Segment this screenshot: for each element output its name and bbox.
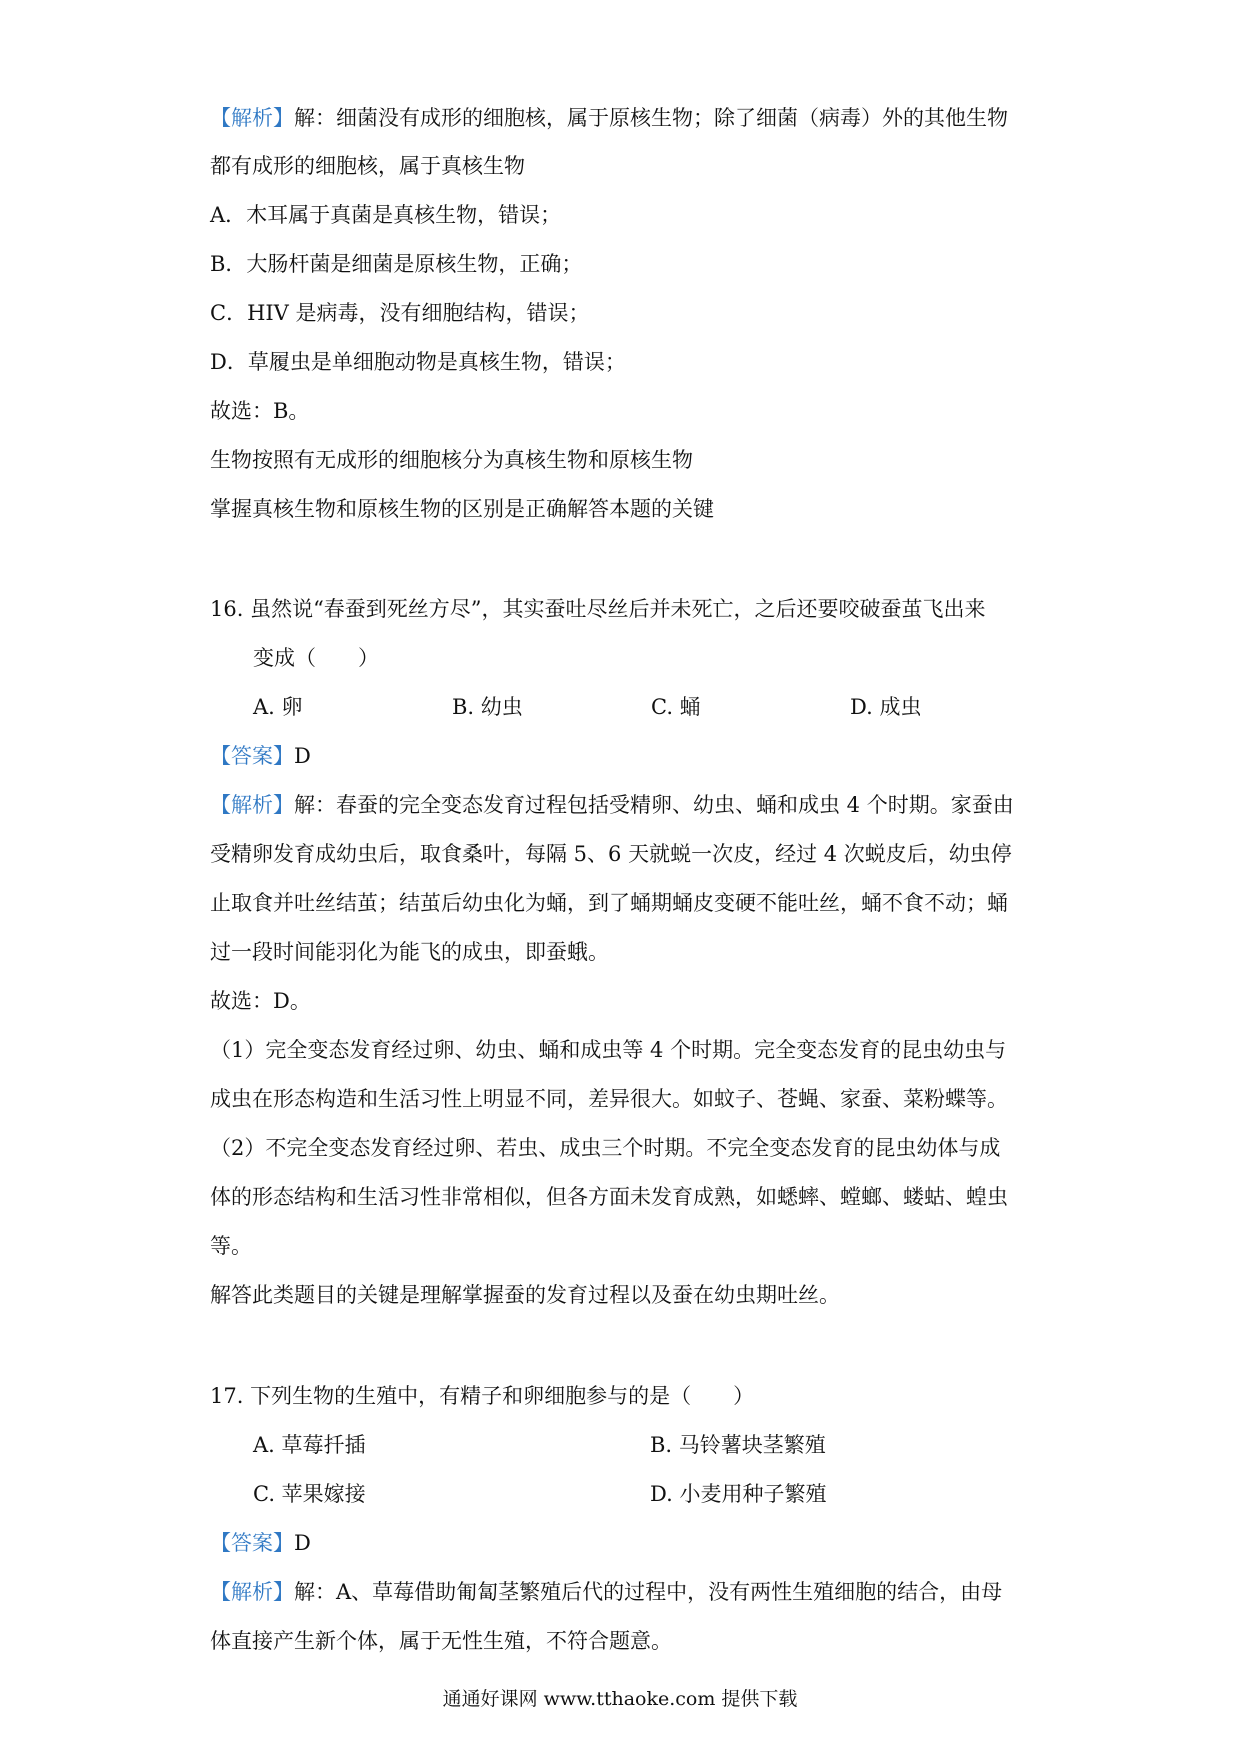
q17-option-a: A. 草莓扦插 [253, 1433, 366, 1457]
q16-answer: 【答案】D [210, 744, 311, 768]
q16-stem-line-2: 变成（ ） [253, 646, 379, 670]
q16-analysis-line-1: 【解析】解：春蚕的完全变态发育过程包括受精卵、幼虫、蛹和成虫 4 个时期。家蚕由 [210, 793, 1014, 817]
q16-analysis-line-4: 过一段时间能羽化为能飞的成虫，即蚕蛾。 [210, 940, 609, 964]
q16-key-point: 解答此类题目的关键是理解掌握蚕的发育过程以及蚕在幼虫期吐丝。 [210, 1283, 840, 1307]
q17-option-d: D. 小麦用种子繁殖 [650, 1482, 827, 1506]
q16-note-line-2: 成虫在形态构造和生活习性上明显不同，差异很大。如蚊子、苍蝇、家蚕、菜粉蝶等。 [210, 1087, 1008, 1111]
q15-option-d-explanation: D．草履虫是单细胞动物是真核生物，错误； [210, 350, 626, 374]
q15-option-a-explanation: A．木耳属于真菌是真核生物，错误； [210, 203, 562, 227]
q17-option-b: B. 马铃薯块茎繁殖 [650, 1433, 826, 1457]
q15-analysis-line-1: 【解析】解：细菌没有成形的细胞核，属于原核生物；除了细菌（病毒）外的其他生物 [210, 106, 1008, 130]
q17-stem: 17. 下列生物的生殖中，有精子和卵细胞参与的是（ ） [210, 1384, 755, 1408]
q16-note-line-3: （2）不完全变态发育经过卵、若虫、成虫三个时期。不完全变态发育的昆虫幼体与成 [210, 1136, 1001, 1160]
q15-note-2: 掌握真核生物和原核生物的区别是正确解答本题的关键 [210, 497, 714, 521]
analysis-label: 【解析】 [210, 106, 294, 130]
answer-label: 【答案】 [210, 1531, 294, 1555]
q16-option-a: A. 卵 [253, 695, 303, 719]
q17-answer: 【答案】D [210, 1531, 311, 1555]
q17-analysis-line-1: 【解析】解：A、草莓借助匍匐茎繁殖后代的过程中，没有两性生殖细胞的结合，由母 [210, 1580, 1003, 1604]
q15-choice: 故选：B。 [210, 399, 310, 423]
page-footer: 通通好课网 www.tthaoke.com 提供下载 [442, 1688, 798, 1710]
analysis-label: 【解析】 [210, 793, 294, 817]
q17-analysis-line-2: 体直接产生新个体，属于无性生殖，不符合题意。 [210, 1629, 672, 1653]
q17-option-c: C. 苹果嫁接 [253, 1482, 366, 1506]
q15-analysis-line-2: 都有成形的细胞核，属于真核生物 [210, 154, 525, 178]
q16-choice: 故选：D。 [210, 989, 311, 1013]
q16-stem-line-1: 16. 虽然说“春蚕到死丝方尽”，其实蚕吐尽丝后并未死亡，之后还要咬破蚕茧飞出来 [210, 597, 986, 621]
q16-option-c: C. 蛹 [651, 695, 701, 719]
answer-label: 【答案】 [210, 744, 294, 768]
q16-option-b: B. 幼虫 [452, 695, 523, 719]
analysis-label: 【解析】 [210, 1580, 294, 1604]
q16-analysis-line-3: 止取食并吐丝结茧；结茧后幼虫化为蛹，到了蛹期蛹皮变硬不能吐丝，蛹不食不动；蛹 [210, 891, 1008, 915]
q15-note-1: 生物按照有无成形的细胞核分为真核生物和原核生物 [210, 448, 693, 472]
q15-option-b-explanation: B．大肠杆菌是细菌是原核生物，正确； [210, 252, 583, 276]
q16-note-line-4: 体的形态结构和生活习性非常相似，但各方面未发育成熟，如蟋蟀、螳螂、蝼蛄、蝗虫 [210, 1185, 1008, 1209]
q16-note-line-5: 等。 [210, 1234, 252, 1258]
q16-analysis-line-2: 受精卵发育成幼虫后，取食桑叶，每隔 5、6 天就蜕一次皮，经过 4 次蜕皮后，幼虫停 [210, 842, 1012, 866]
q16-note-line-1: （1）完全变态发育经过卵、幼虫、蛹和成虫等 4 个时期。完全变态发育的昆虫幼虫与 [210, 1038, 1007, 1062]
q15-option-c-explanation: C．HIV 是病毒，没有细胞结构，错误； [210, 301, 590, 325]
q16-option-d: D. 成虫 [850, 695, 922, 719]
